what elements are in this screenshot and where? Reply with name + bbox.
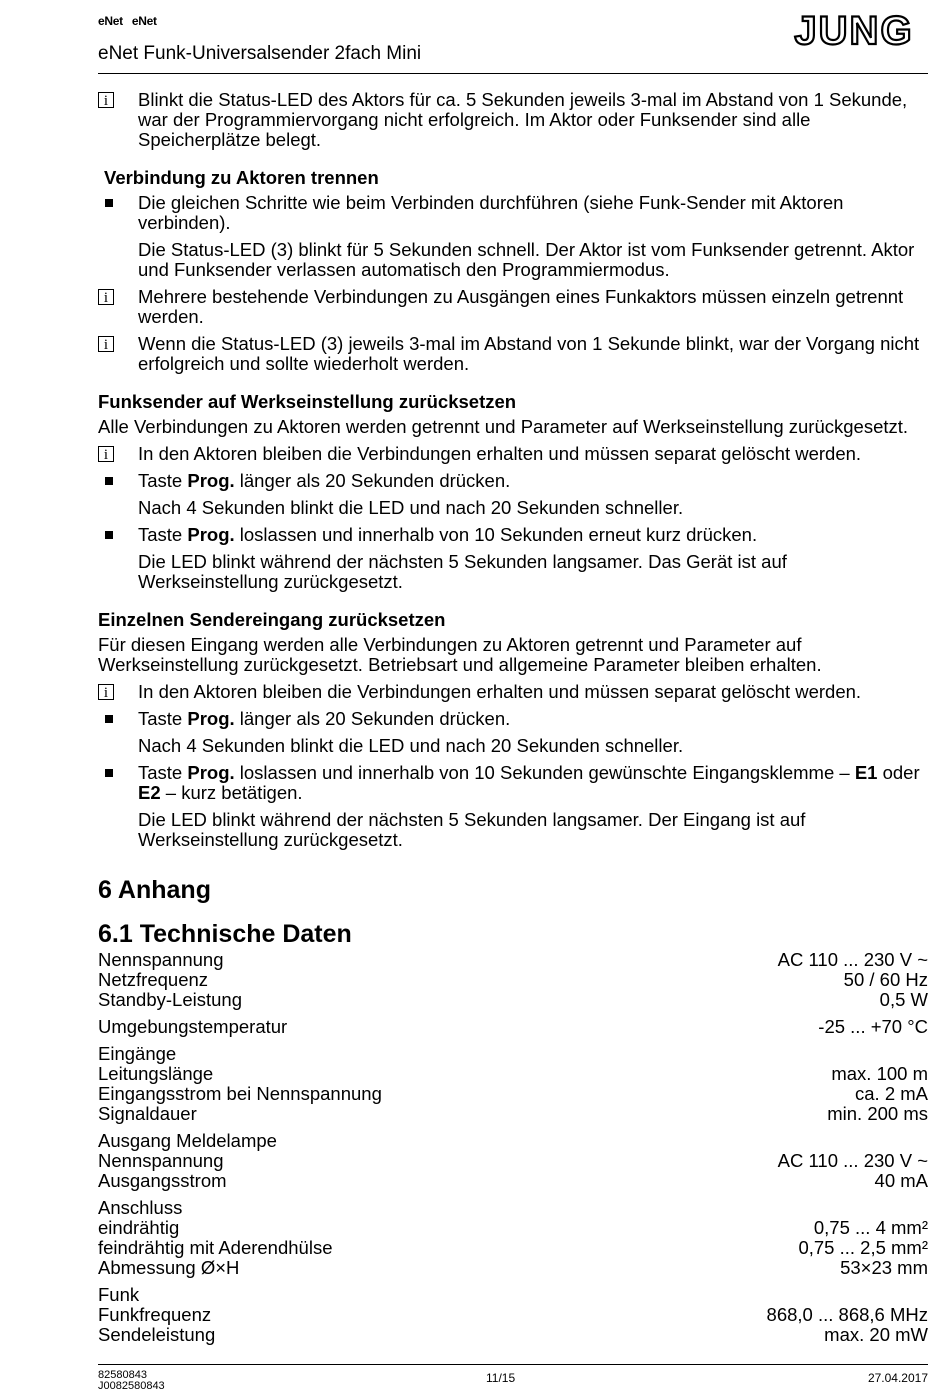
bullet-icon xyxy=(105,199,113,207)
bullet-icon xyxy=(105,531,113,539)
enet-logo: eNet xyxy=(98,14,123,28)
section-heading-input-reset: Einzelnen Sendereingang zurücksetzen xyxy=(98,609,446,630)
section-heading-technical-data: 6.1 Technische Daten xyxy=(98,920,352,948)
page-content xyxy=(98,90,928,1352)
prog-key-label: Prog. xyxy=(187,524,235,545)
info-note xyxy=(98,334,928,374)
footer-divider xyxy=(98,1364,928,1365)
spec-group xyxy=(98,1285,928,1345)
step-text: Die gleichen Schritte wie beim Verbinden durchführen (siehe Funk-Sender mit Aktoren verbinden). xyxy=(138,192,844,233)
list-item: Taste Prog. länger als 20 Sekunden drücken. xyxy=(98,471,928,491)
info-icon: i xyxy=(98,289,114,305)
spec-group xyxy=(98,950,928,1010)
info-text: In den Aktoren bleiben die Verbindungen erhalten und müssen separat gelöscht werden. xyxy=(138,681,862,702)
spec-row: Umgebungstemperatur -25 ... +70 °C xyxy=(98,1016,928,1037)
jung-logo xyxy=(780,8,928,52)
info-note xyxy=(98,90,928,150)
article-number: 82580843 xyxy=(98,1369,147,1381)
list-item: Taste Prog. loslassen und innerhalb von 10 Sekunden erneut kurz drücken. xyxy=(98,525,928,545)
step-result: Nach 4 Sekunden blinkt die LED und nach 20 Sekunden schneller. xyxy=(138,497,684,518)
svg-text:JUNG: JUNG xyxy=(794,9,914,52)
document-ids xyxy=(98,1370,165,1392)
spec-row: eindrähtig 0,75 ... 4 mm² xyxy=(98,1217,928,1238)
spec-row: Netzfrequenz 50 / 60 Hz xyxy=(98,969,928,990)
list-item xyxy=(98,193,928,233)
spec-row: Funk xyxy=(98,1284,140,1305)
bullet-icon xyxy=(105,715,113,723)
bullet-icon xyxy=(105,477,113,485)
info-icon: i xyxy=(98,684,114,700)
info-text: Mehrere bestehende Verbindungen zu Ausgängen eines Funkaktors müssen einzeln getrennt werden. xyxy=(138,286,904,327)
spec-group xyxy=(98,1198,928,1278)
step-result xyxy=(98,240,928,280)
spec-group xyxy=(98,1017,928,1037)
step-result: Die LED blinkt während der nächsten 5 Sekunden langsamer. Das Gerät ist auf Werkseinstellung zurückgesetzt. xyxy=(138,551,787,592)
prog-key-label: Prog. xyxy=(187,470,235,491)
spec-group xyxy=(98,1044,928,1124)
info-icon: i xyxy=(98,446,114,462)
document-title: eNet Funk-Universalsender 2fach Mini xyxy=(98,43,422,64)
list-item: Taste Prog. loslassen und innerhalb von 10 Sekunden gewünschte Eingangsklemme – E1 oder E2 – kurz betätigen. xyxy=(98,763,928,803)
info-text: Wenn die Status-LED (3) jeweils 3-mal im Abstand von 1 Sekunde blinkt, war der Vorgang nicht erfolgreich und sollte wiederholt werden. xyxy=(138,333,920,374)
header-divider xyxy=(98,73,928,74)
technical-data-table xyxy=(98,950,928,1345)
spec-row: Abmessung Ø×H 53×23 mm xyxy=(98,1257,928,1278)
section-intro: Für diesen Eingang werden alle Verbindungen zu Aktoren getrennt und Parameter auf Werkseinstellung zurückgesetzt. Betriebsart und allgemeine Parameter bleiben erhalten. xyxy=(98,634,822,675)
chapter-heading: 6 Anhang xyxy=(98,876,211,904)
info-note xyxy=(98,287,928,327)
info-text: In den Aktoren bleiben die Verbindungen erhalten und müssen separat gelöscht werden. xyxy=(138,443,862,464)
step-result: Nach 4 Sekunden blinkt die LED und nach 20 Sekunden schneller. xyxy=(138,735,684,756)
enet-smart-home-logo: eNet xyxy=(131,14,157,28)
spec-group xyxy=(98,1131,928,1191)
info-note xyxy=(98,682,928,702)
info-note xyxy=(98,444,928,464)
prog-key-label: Prog. xyxy=(187,762,235,783)
page-header xyxy=(98,8,928,74)
step-result: Die LED blinkt während der nächsten 5 Sekunden langsamer. Der Eingang ist auf Werkseinstellung zurückgesetzt. xyxy=(138,809,806,850)
spec-row: Nennspannung AC 110 ... 230 V ~ xyxy=(98,1150,928,1171)
spec-row: Signaldauer min. 200 ms xyxy=(98,1103,928,1124)
enet-logos xyxy=(98,14,163,28)
spec-row: Eingänge xyxy=(98,1043,177,1064)
document-date: 27.04.2017 xyxy=(867,1371,928,1385)
spec-row: feindrähtig mit Aderendhülse 0,75 ... 2,5 mm² xyxy=(98,1237,928,1258)
spec-row: Eingangsstrom bei Nennspannung ca. 2 mA xyxy=(98,1083,928,1104)
terminal-e2-label: E2 xyxy=(138,782,161,803)
section-heading-factory-reset: Funksender auf Werkseinstellung zurücksetzen xyxy=(98,391,517,412)
bullet-icon xyxy=(105,769,113,777)
spec-row: Ausgang Meldelampe xyxy=(98,1130,277,1151)
spec-row: Ausgangsstrom 40 mA xyxy=(98,1170,928,1191)
info-text: Blinkt die Status-LED des Aktors für ca. 5 Sekunden jeweils 3-mal im Abstand von 1 Sekunde, war der Programmiervorgang nicht erfolgreich. Im Aktor oder Funksender sind alle Speicherplätze belegt. xyxy=(138,89,908,150)
spec-row: Nennspannung AC 110 ... 230 V ~ xyxy=(98,949,928,970)
result-text: Die Status-LED (3) blinkt für 5 Sekunden schnell. Der Aktor ist vom Funksender getrennt. Aktor und Funksender verlassen automatisch den Programmiermodus. xyxy=(138,239,915,280)
document-number: J0082580843 xyxy=(98,1380,165,1392)
spec-row: Funkfrequenz 868,0 ... 868,6 MHz xyxy=(98,1304,928,1325)
list-item: Taste Prog. länger als 20 Sekunden drücken. xyxy=(98,709,928,729)
section-heading-disconnect: Verbindung zu Aktoren trennen xyxy=(104,167,379,188)
info-icon: i xyxy=(98,92,114,108)
terminal-e1-label: E1 xyxy=(854,762,878,783)
spec-row: Sendeleistung max. 20 mW xyxy=(98,1324,928,1345)
prog-key-label: Prog. xyxy=(187,708,235,729)
page-number: 11/15 xyxy=(486,1371,516,1385)
spec-row: Standby-Leistung 0,5 W xyxy=(98,989,928,1010)
section-intro: Alle Verbindungen zu Aktoren werden getrennt und Parameter auf Werkseinstellung zurückgesetzt. xyxy=(98,416,909,437)
spec-row: Anschluss xyxy=(98,1197,183,1218)
spec-row: Leitungslänge max. 100 m xyxy=(98,1063,928,1084)
info-icon: i xyxy=(98,336,114,352)
